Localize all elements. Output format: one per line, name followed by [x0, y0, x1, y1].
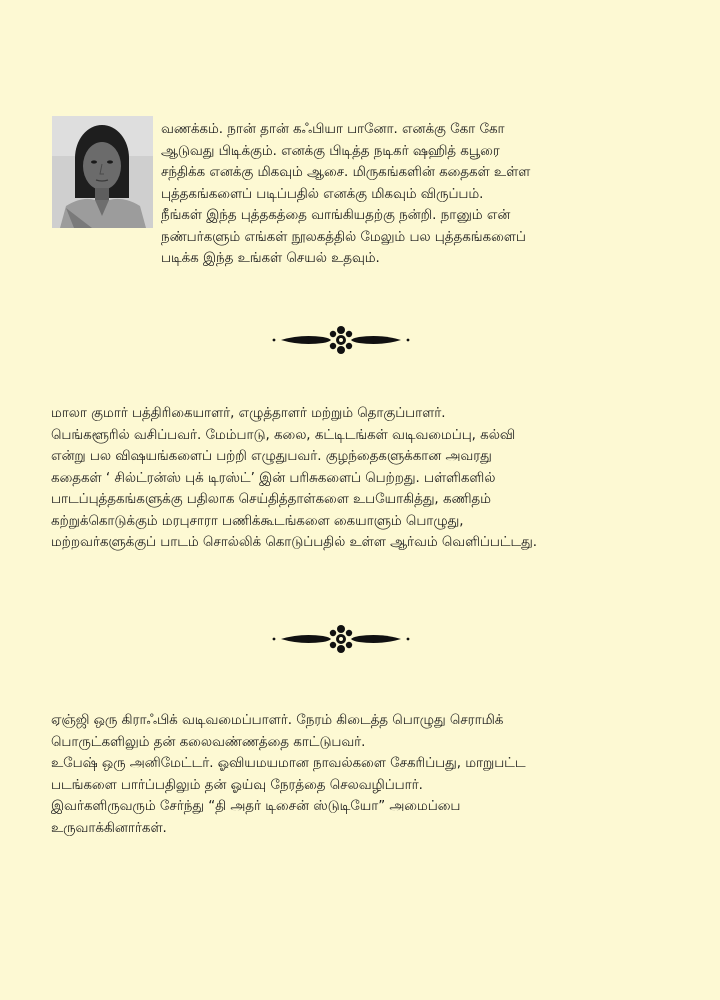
text-line: ஆடுவது பிடிக்கும். எனக்கு பிடித்த நடிகர் ஷஹித் கபூரை: [161, 143, 500, 159]
text-line: உபேஷ் ஒரு அனிமேட்டர். ஓவியமயமான நாவல்களை சேகரிப்பது, மாறுபட்ட: [51, 756, 526, 771]
text-line: இவர்களிருவரும் சேர்ந்து “தி அதர் டிசைன் ஸ்டுடியோ” அமைப்பை: [51, 799, 461, 814]
text-line: படங்களை பார்ப்பதிலும் தன் ஓய்வு நேரத்தை செலவழிப்பார்.: [51, 777, 423, 793]
text-line: ஏஞ்ஜி ஒரு கிராஃபிக் வடிவமைப்பாளர். நேரம் கிடைத்த பொழுது செராமிக்: [51, 713, 504, 728]
floral-divider-icon: [271, 624, 411, 654]
text-line: மற்றவர்களுக்குப் பாடம் சொல்லிக் கொடுப்பதில் உள்ள ஆர்வம் வெளிப்பட்டது.: [51, 535, 538, 550]
text-line: கதைகள் ‘ சில்ட்ரன்ஸ் புக் டிரஸ்ட்’ இன் பரிசுகளைப் பெற்றது. பள்ளிகளில்: [51, 470, 496, 486]
text-line: படிக்க இந்த உங்கள் செயல் உதவும்.: [161, 251, 380, 266]
text-line: மாலா குமார் பத்திரிகையாளர், எழுத்தாளர் மற்றும் தொகுப்பாளர்.: [51, 406, 446, 421]
text-line: கற்றுக்கொடுக்கும் மரபுசாரா பணிக்கூடங்களை கையாளும் பொழுது,: [51, 513, 464, 529]
illustrators-bio: [51, 710, 526, 839]
text-line: பெங்களூரில் வசிப்பவர். மேம்பாடு, கலை, கட்டிடங்கள் வடிவமைப்பு, கல்வி: [51, 427, 516, 443]
text-line: புத்தகங்களைப் படிப்பதில் எனக்கு மிகவும் விருப்பம்.: [161, 186, 484, 202]
text-line: பொருட்களிலும் தன் கலைவண்ணத்தை காட்டுபவர்.: [51, 734, 366, 750]
text-line: உருவாக்கினார்கள்.: [51, 820, 167, 836]
text-line: சந்திக்க எனக்கு மிகவும் ஆசை. மிருகங்களின் கதைகள் உள்ள: [161, 165, 531, 180]
text-line: பாடப்புத்தகங்களுக்கு பதிலாக செய்தித்தாள்களை உபயோகித்து, கணிதம்: [51, 492, 491, 507]
intro-paragraph: [161, 119, 530, 270]
floral-divider-icon: [271, 325, 411, 355]
text-line: நீங்கள் இந்த புத்தகத்தை வாங்கியதற்கு நன்றி. நானும் என்: [161, 208, 511, 223]
text-line: என்று பல விஷயங்களைப் பற்றி எழுதுபவர். குழந்தைகளுக்கான அவரது: [51, 449, 492, 464]
text-line: நண்பர்களும் எங்கள் நூலகத்தில் மேலும் பல புத்தகங்களைப்: [161, 229, 526, 245]
author-photo: [52, 116, 153, 228]
text-line: வணக்கம். நான் தான் கஃபியா பானோ. எனக்கு கோ கோ: [161, 122, 505, 137]
mala-kumar-bio: [51, 403, 537, 554]
